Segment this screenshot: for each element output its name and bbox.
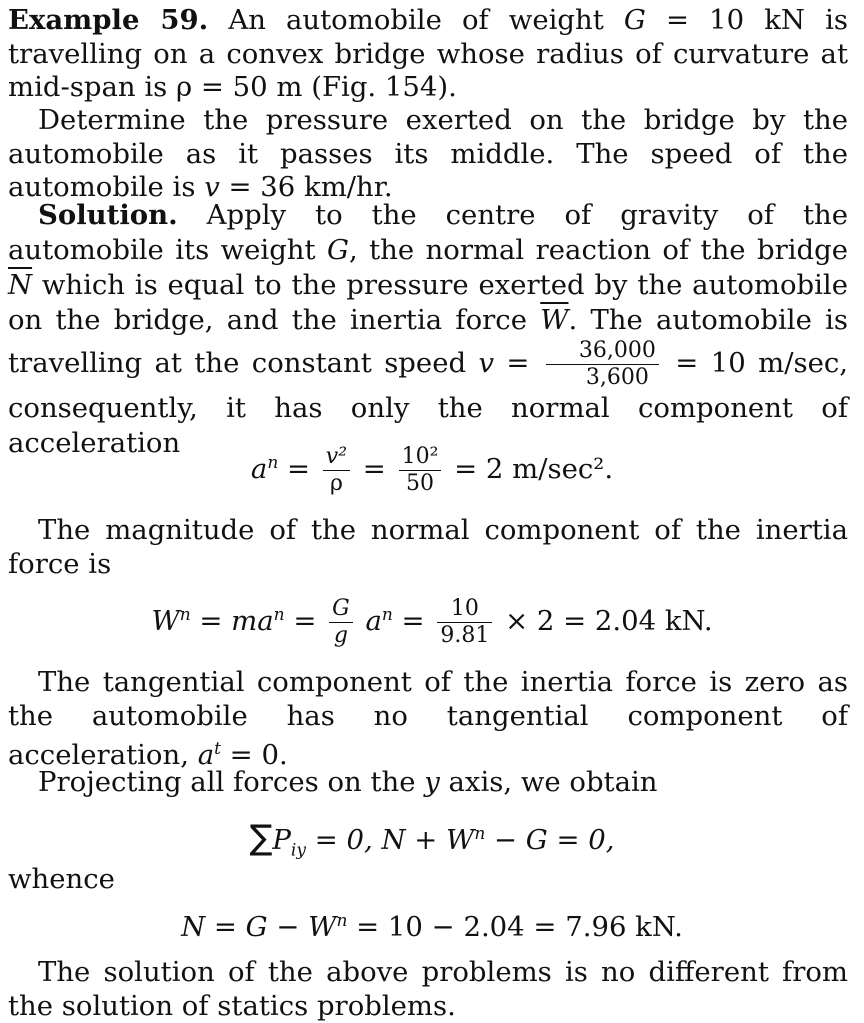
equals-sign: = bbox=[284, 605, 326, 637]
symbol-W-vector: $\overline{W}$ bbox=[540, 304, 569, 336]
acceleration-equation bbox=[0, 444, 864, 497]
equals-sign: = bbox=[278, 453, 319, 485]
fraction-numerator: v² bbox=[323, 444, 350, 471]
eq-rhs: = 2 m/sec². bbox=[445, 453, 614, 485]
equals-sign: = bbox=[354, 453, 395, 485]
eq-sup: t bbox=[214, 739, 221, 759]
symbol-a: a bbox=[356, 605, 382, 637]
solution-title: Solution. bbox=[38, 199, 178, 231]
conclusion-paragraph bbox=[8, 956, 848, 1023]
eq-sup: n bbox=[336, 911, 348, 931]
eq-lhs: W bbox=[151, 605, 180, 637]
eq-sup: n bbox=[273, 604, 285, 625]
symbol-P: P bbox=[272, 824, 291, 857]
symbol-G: G bbox=[326, 234, 349, 266]
conclusion-text: The solution of the above problems is no different from the solution of statics problems. bbox=[8, 956, 848, 1022]
solution-text-1: Apply to the centre of gravity of the automobile its weight bbox=[8, 199, 848, 266]
determine-text-1: Determine the pressure exerted on the bridge by the automobile as it passes its middle. The speed of the automobile is bbox=[8, 104, 848, 203]
fraction-numerator: G bbox=[329, 596, 353, 623]
ten-squared-over-fifty bbox=[399, 444, 442, 497]
symbol-G: G bbox=[623, 4, 646, 36]
whence-text: whence bbox=[8, 863, 115, 895]
eq-sub: iy bbox=[290, 840, 306, 861]
magnitude-text: The magnitude of the normal component of the inertia force is bbox=[8, 514, 848, 580]
inertia-force-equation bbox=[0, 596, 864, 649]
solution-text-2: , the normal reaction of the bridge bbox=[348, 234, 848, 266]
fraction-denominator: g bbox=[333, 623, 348, 648]
solution-text-5: = 10 m/sec, consequently, it has only the normal component of acceleration bbox=[8, 347, 848, 459]
sigma-symbol: ∑ bbox=[249, 818, 273, 859]
solution-text-4: . The automobile is travelling at the constant speed bbox=[8, 304, 848, 379]
fraction-denominator: 3,600 bbox=[585, 365, 649, 390]
symbol-a: a bbox=[197, 739, 215, 772]
example-paragraph bbox=[8, 4, 848, 105]
whence-paragraph bbox=[8, 863, 848, 897]
example-text-2: = 10 kN is travelling on a convex bridge whose radius of curvature at mid-span is ρ = 50 m (Fig. 154). bbox=[8, 4, 848, 103]
eq-sup: n bbox=[267, 452, 279, 473]
fraction-numerator: 10 bbox=[437, 596, 492, 623]
solution-text-3: which is equal to the pressure exerted by the automobile on the bridge, and the inertia force bbox=[8, 269, 848, 336]
equals-sign: = bbox=[392, 605, 434, 637]
projecting-paragraph bbox=[8, 766, 848, 800]
example-title: Example 59. bbox=[8, 4, 209, 36]
fraction-numerator: 36,000 bbox=[546, 338, 659, 365]
projecting-text-1: Projecting all forces on the bbox=[38, 766, 425, 798]
symbol-v: v bbox=[478, 347, 495, 379]
eq-sup: n bbox=[381, 604, 393, 625]
equilibrium-equation bbox=[0, 818, 864, 868]
symbol-y: y bbox=[424, 766, 440, 798]
symbol-v: v bbox=[204, 171, 220, 203]
eq-text-2: − G = 0, bbox=[485, 824, 615, 857]
determine-text-2: = 36 km/hr. bbox=[219, 171, 393, 203]
result-equation bbox=[0, 905, 864, 945]
equals-sign: = bbox=[494, 347, 542, 379]
v-squared-over-rho bbox=[323, 444, 350, 497]
tangential-text-2: = 0. bbox=[220, 739, 288, 772]
eq-lhs: a bbox=[250, 453, 268, 485]
eq-text: N = G − W bbox=[181, 911, 337, 944]
tangential-paragraph bbox=[8, 666, 848, 773]
eq-mid: = ma bbox=[190, 605, 274, 637]
projecting-text-2: axis, we obtain bbox=[439, 766, 658, 798]
example-text-1: An automobile of weight bbox=[208, 4, 624, 36]
fraction-denominator: ρ bbox=[329, 471, 343, 496]
eq-rhs: × 2 = 2.04 kN. bbox=[496, 605, 713, 637]
fraction-denominator: 50 bbox=[405, 471, 434, 496]
determine-paragraph bbox=[8, 104, 848, 205]
eq-sup: n bbox=[474, 824, 486, 844]
symbol-N-vector: $\overline{N}$ bbox=[8, 269, 33, 301]
eq-text-2: = 10 − 2.04 = 7.96 kN. bbox=[347, 911, 683, 944]
fraction-denominator: 9.81 bbox=[440, 623, 490, 648]
ten-over-gravity bbox=[437, 596, 492, 649]
tangential-text-1: The tangential component of the inertia force is zero as the automobile has no tangential component of acceleration, bbox=[8, 666, 848, 772]
solution-paragraph bbox=[8, 198, 848, 461]
G-over-g bbox=[329, 596, 353, 649]
magnitude-paragraph bbox=[8, 514, 848, 581]
fraction-numerator: 10² bbox=[399, 444, 442, 471]
eq-sup: n bbox=[179, 604, 191, 625]
eq-text: = 0, N + W bbox=[305, 824, 475, 857]
speed-fraction bbox=[546, 338, 659, 391]
